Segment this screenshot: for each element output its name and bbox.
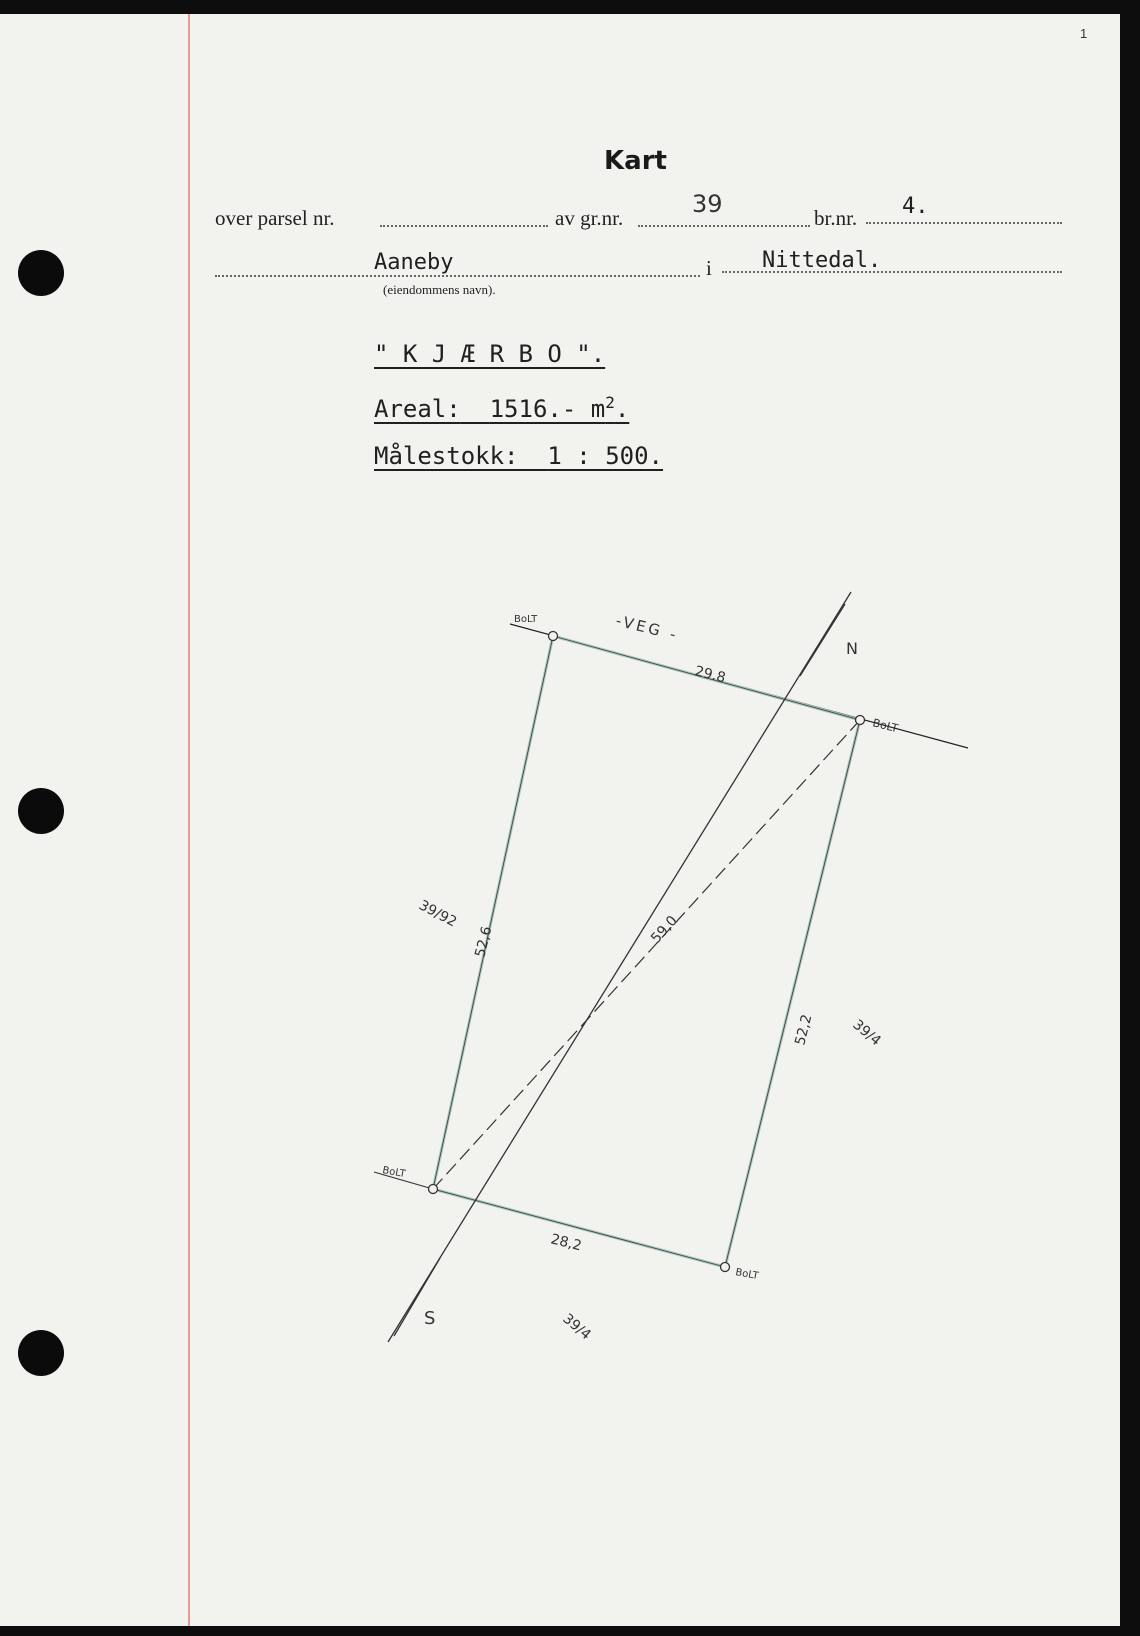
areal-superscript: 2 (605, 393, 615, 412)
property-caption: (eiendommens navn). (383, 282, 496, 297)
parcel-outline-ink (433, 636, 860, 1267)
brnr-label: br.nr. (814, 206, 858, 230)
i-label: i (706, 256, 712, 280)
right-side-length: 52,2 (792, 1012, 816, 1047)
property-title: " K J Æ R B O ". (374, 340, 606, 368)
areal-value: 1516.- m (489, 395, 606, 423)
neighbor-left-label: 39/92 (416, 897, 460, 931)
bolt-label: BoLT (514, 614, 538, 625)
bolt-label: BoLT (734, 1267, 760, 1282)
scale-label: Målestokk: (374, 442, 519, 470)
top-side-length: 29.8 (693, 663, 728, 687)
diagonal-line (433, 720, 860, 1189)
property-name: Aaneby (374, 250, 454, 275)
parsel-label: over parsel nr. (215, 206, 335, 230)
bolt-label: BoLT (871, 716, 900, 736)
bottom-side-length: 28,2 (549, 1231, 584, 1255)
areal-label: Areal: (374, 395, 461, 423)
left-side-length: 52,6 (472, 924, 496, 959)
areal-end: . (614, 395, 630, 423)
bolt-label: BoLT (381, 1165, 407, 1180)
page-marker: 1 (1080, 26, 1088, 41)
bolt-marker (721, 1263, 730, 1272)
north-label: N (846, 639, 858, 658)
north-arrow-head (800, 604, 845, 676)
page-title: Kart (604, 146, 667, 176)
bolt-marker (856, 716, 865, 725)
municipality-name: Nittedal. (762, 248, 882, 273)
diagonal-length: 59,0 (648, 912, 681, 947)
south-label: S (424, 1308, 436, 1329)
north-arrow-line (388, 592, 851, 1342)
scale-value: 1 : 500. (547, 442, 663, 470)
neighbor-bottom-label: 39/4 (559, 1310, 594, 1344)
brnr-value: 4. (902, 194, 929, 219)
neighbor-right-label: 39/4 (849, 1016, 884, 1050)
parcel-outline (433, 636, 860, 1267)
bolt-marker (429, 1185, 438, 1194)
bolt-marker (549, 632, 558, 641)
grnr-label: av gr.nr. (555, 206, 624, 230)
road-label: -VEG - (614, 611, 681, 645)
grnr-value: 39 (692, 190, 723, 218)
